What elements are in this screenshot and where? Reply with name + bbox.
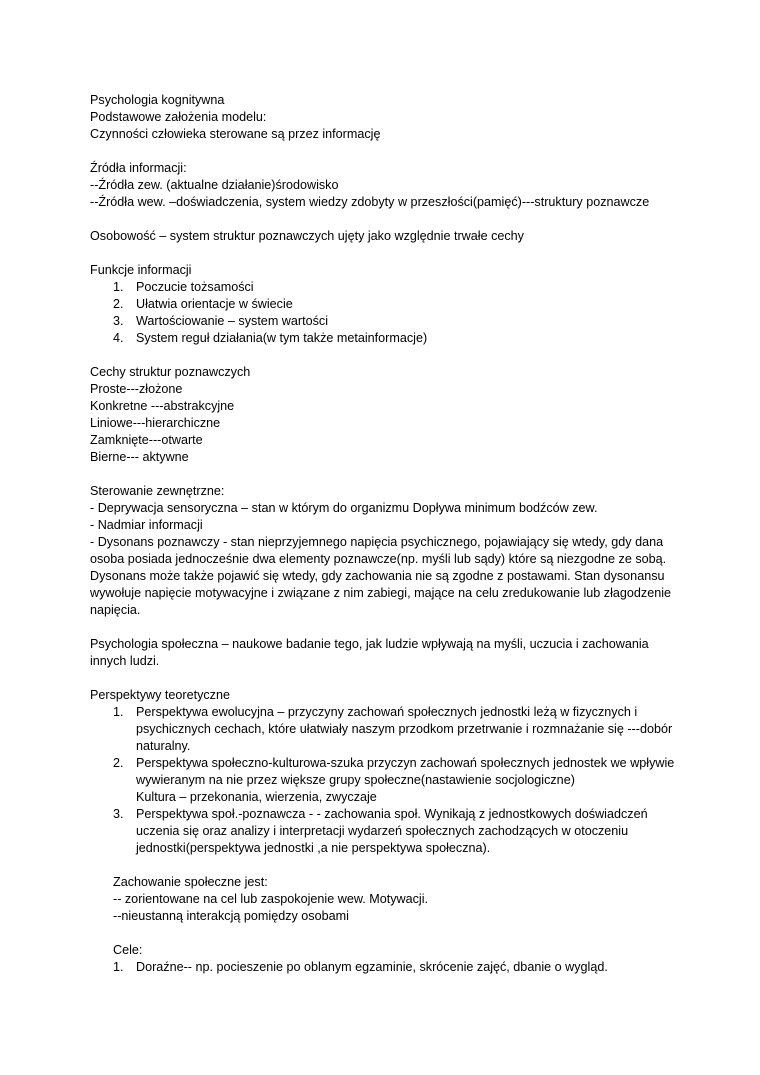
functions-heading: Funkcje informacji [90,263,192,277]
list-item: 2. Ułatwia orientacje w świecie [113,297,293,311]
traits-heading: Cechy struktur poznawczych [90,365,251,379]
sources-heading: Źródła informacji: [90,161,187,175]
culture-note: Kultura – przekonania, wierzenia, zwyczaje [136,790,377,804]
social-behavior-line: -- zorientowane na cel lub zaspokojenie wew. Motywacji. [113,892,428,906]
trait-item: Bierne--- aktywne [90,450,189,464]
trait-item: Zamknięte---otwarte [90,433,203,447]
trait-item: Konkretne ---abstrakcyjne [90,399,235,413]
list-item: 4. System reguł działania(w tym także metainformacje) [113,331,428,345]
trait-item: Liniowe---hierarchiczne [90,416,221,430]
functions-list [90,279,680,347]
personality-definition: Osobowość – system struktur poznawczych ujęty jako względnie trwałe cechy [90,229,524,243]
perspectives-heading: Perspektywy teoretyczne [90,688,230,702]
external-control-heading: Sterowanie zewnętrzne: [90,484,225,498]
trait-item: Proste---złożone [90,382,183,396]
doc-intro: Czynności człowieka sterowane są przez informację [90,127,381,141]
social-psychology-definition: Psychologia społeczna – naukowe badanie tego, jak ludzie wpływają na myśli, uczucia i zachowania innych ludzi. [90,637,649,668]
goals-heading: Cele: [113,943,143,957]
sources-external: --Źródła zew. (aktualne działanie)środowisko [90,178,339,192]
list-item: 3. Wartościowanie – system wartości [113,314,328,328]
goals-list [113,959,680,976]
list-item: 1. Doraźne-- np. pocieszenie po oblanym egzaminie, skrócenie zajęć, dbanie o wygląd. [113,960,608,974]
list-item: 3. Perspektywa społ.-poznawcza - - zachowania społ. Wynikają z jednostkowych doświadczeń uczenia się oraz analizy i interpretacji wydarzeń społecznych zachodzących w otoczeniu jednostki(perspektywa jednostki ,a nie perspektywa społeczna). [113,807,648,855]
doc-subtitle: Podstawowe założenia modelu: [90,110,267,124]
overload-item: - Nadmiar informacji [90,518,203,532]
deprivation-item: - Deprywacja sensoryczna – stan w którym do organizmu Dopływa minimum bodźców zew. [90,501,598,515]
list-item: 2. Perspektywa społeczno-kulturowa-szuka przyczyn zachowań społecznych jednostek we wpływie wywieranym na nie przez większe grupy społeczne(nastawienie socjologiczne) Kultura – przekonania, wierzenia, zwyczaje [113,756,675,804]
social-behavior-heading: Zachowanie społeczne jest: [113,875,268,889]
perspectives-list [90,704,680,857]
dissonance-item: - Dysonans poznawczy - stan nieprzyjemnego napięcia psychicznego, pojawiający się wtedy, gdy dana osoba posiada jednocześnie dwa elementy poznawcze(np. myśli lub sądy) które są niezgodne ze sobą. Dysonans może także pojawić się wtedy, gdy zachowania nie są zgodne z postawami. Stan dysonansu wywołuje napięcie motywacyjne i związane z nim zabiegi, mające na celu zredukowanie lub złagodzenie napięcia. [90,535,672,617]
list-item: 1. Perspektywa ewolucyjna – przyczyny zachowań społecznych jednostki leżą w fizycznych i psychicznych cechach, które ułatwiały naszym przodkom przetrwanie i rozmnażanie się ---dobór naturalny. [113,705,673,753]
sources-internal: --Źródła wew. –doświadczenia, system wiedzy zdobyty w przeszłości(pamięć)---struktury poznawcze [90,195,650,209]
document-page [90,92,680,976]
social-behavior-block [90,874,680,976]
doc-title: Psychologia kognitywna [90,93,225,107]
social-behavior-line: --nieustanną interakcją pomiędzy osobami [113,909,349,923]
list-item: 1. Poczucie tożsamości [113,280,254,294]
